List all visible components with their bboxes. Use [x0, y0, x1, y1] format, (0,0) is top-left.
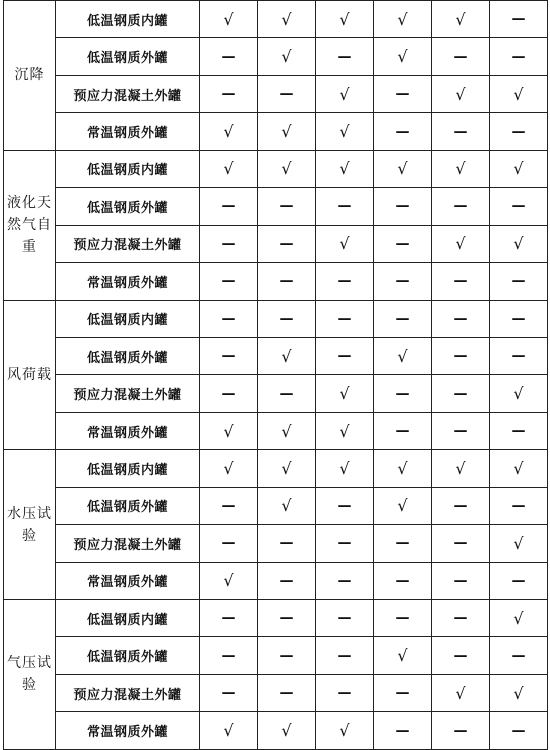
load-combination-table	[3, 0, 548, 750]
check-mark: √	[490, 600, 548, 637]
dash-mark: —	[432, 600, 490, 637]
table-row	[4, 263, 548, 300]
dash-mark: —	[316, 637, 374, 674]
dash-mark: —	[490, 412, 548, 449]
dash-mark: —	[200, 600, 258, 637]
dash-mark: —	[490, 188, 548, 225]
dash-mark: —	[374, 300, 432, 337]
check-mark: √	[316, 1, 374, 38]
group-label: 水压试验	[4, 450, 56, 600]
dash-mark: —	[200, 637, 258, 674]
component-name: 常温钢质外罐	[56, 263, 200, 300]
dash-mark: —	[432, 562, 490, 599]
check-mark: √	[432, 450, 490, 487]
dash-mark: —	[316, 188, 374, 225]
component-name: 预应力混凝土外罐	[56, 75, 200, 112]
component-name: 低温钢质内罐	[56, 1, 200, 38]
dash-mark: —	[432, 637, 490, 674]
dash-mark: —	[316, 525, 374, 562]
dash-mark: —	[374, 263, 432, 300]
dash-mark: —	[316, 337, 374, 374]
component-name: 低温钢质内罐	[56, 600, 200, 637]
dash-mark: —	[490, 712, 548, 749]
dash-mark: —	[490, 113, 548, 150]
dash-mark: —	[490, 263, 548, 300]
group-label: 沉降	[4, 1, 56, 151]
component-name: 常温钢质外罐	[56, 412, 200, 449]
component-name: 预应力混凝土外罐	[56, 674, 200, 711]
check-mark: √	[490, 674, 548, 711]
group-label: 风荷载	[4, 300, 56, 450]
component-name: 常温钢质外罐	[56, 562, 200, 599]
dash-mark: —	[432, 300, 490, 337]
dash-mark: —	[316, 487, 374, 524]
table-row	[4, 600, 548, 637]
dash-mark: —	[374, 562, 432, 599]
table-row	[4, 375, 548, 412]
table-row	[4, 562, 548, 599]
check-mark: √	[374, 38, 432, 75]
group-label: 气压试验	[4, 600, 56, 750]
dash-mark: —	[432, 487, 490, 524]
dash-mark: —	[432, 263, 490, 300]
dash-mark: —	[490, 300, 548, 337]
dash-mark: —	[258, 525, 316, 562]
component-name: 低温钢质内罐	[56, 450, 200, 487]
check-mark: √	[200, 412, 258, 449]
table-row	[4, 712, 548, 749]
check-mark: √	[432, 75, 490, 112]
component-name: 低温钢质外罐	[56, 38, 200, 75]
table-body	[4, 1, 548, 750]
check-mark: √	[490, 75, 548, 112]
dash-mark: —	[200, 375, 258, 412]
check-mark: √	[258, 450, 316, 487]
component-name: 低温钢质外罐	[56, 637, 200, 674]
dash-mark: —	[490, 38, 548, 75]
dash-mark: —	[200, 525, 258, 562]
dash-mark: —	[258, 75, 316, 112]
dash-mark: —	[200, 188, 258, 225]
table-row	[4, 487, 548, 524]
check-mark: √	[258, 337, 316, 374]
check-mark: √	[316, 150, 374, 187]
check-mark: √	[432, 674, 490, 711]
check-mark: √	[374, 1, 432, 38]
dash-mark: —	[258, 300, 316, 337]
dash-mark: —	[258, 263, 316, 300]
dash-mark: —	[316, 562, 374, 599]
dash-mark: —	[490, 562, 548, 599]
dash-mark: —	[258, 375, 316, 412]
dash-mark: —	[374, 674, 432, 711]
dash-mark: —	[432, 38, 490, 75]
dash-mark: —	[200, 75, 258, 112]
check-mark: √	[490, 450, 548, 487]
table-row	[4, 674, 548, 711]
check-mark: √	[432, 150, 490, 187]
component-name: 常温钢质外罐	[56, 712, 200, 749]
table-row	[4, 75, 548, 112]
dash-mark: —	[374, 75, 432, 112]
check-mark: √	[316, 113, 374, 150]
check-mark: √	[374, 487, 432, 524]
dash-mark: —	[316, 300, 374, 337]
table-row	[4, 150, 548, 187]
dash-mark: —	[432, 712, 490, 749]
dash-mark: —	[374, 113, 432, 150]
table-row	[4, 225, 548, 262]
check-mark: √	[316, 412, 374, 449]
dash-mark: —	[258, 674, 316, 711]
check-mark: √	[258, 150, 316, 187]
check-mark: √	[258, 38, 316, 75]
dash-mark: —	[374, 712, 432, 749]
dash-mark: —	[432, 113, 490, 150]
component-name: 常温钢质外罐	[56, 113, 200, 150]
dash-mark: —	[374, 525, 432, 562]
table-row	[4, 450, 548, 487]
dash-mark: —	[490, 1, 548, 38]
dash-mark: —	[200, 300, 258, 337]
dash-mark: —	[490, 487, 548, 524]
dash-mark: —	[200, 225, 258, 262]
check-mark: √	[490, 150, 548, 187]
check-mark: √	[258, 712, 316, 749]
check-mark: √	[200, 113, 258, 150]
dash-mark: —	[490, 637, 548, 674]
check-mark: √	[432, 225, 490, 262]
dash-mark: —	[258, 600, 316, 637]
check-mark: √	[200, 150, 258, 187]
component-name: 低温钢质内罐	[56, 300, 200, 337]
component-name: 低温钢质内罐	[56, 150, 200, 187]
table-row	[4, 188, 548, 225]
dash-mark: —	[258, 637, 316, 674]
dash-mark: —	[200, 263, 258, 300]
check-mark: √	[258, 412, 316, 449]
component-name: 预应力混凝土外罐	[56, 375, 200, 412]
dash-mark: —	[316, 600, 374, 637]
table-row	[4, 337, 548, 374]
check-mark: √	[490, 525, 548, 562]
table-row	[4, 525, 548, 562]
check-mark: √	[316, 450, 374, 487]
dash-mark: —	[432, 375, 490, 412]
dash-mark: —	[374, 225, 432, 262]
table-row	[4, 412, 548, 449]
check-mark: √	[200, 1, 258, 38]
check-mark: √	[258, 113, 316, 150]
dash-mark: —	[432, 337, 490, 374]
dash-mark: —	[316, 38, 374, 75]
dash-mark: —	[258, 225, 316, 262]
dash-mark: —	[200, 487, 258, 524]
check-mark: √	[316, 75, 374, 112]
dash-mark: —	[374, 412, 432, 449]
table-row	[4, 38, 548, 75]
check-mark: √	[258, 487, 316, 524]
check-mark: √	[200, 712, 258, 749]
dash-mark: —	[200, 674, 258, 711]
component-name: 低温钢质外罐	[56, 337, 200, 374]
dash-mark: —	[374, 600, 432, 637]
dash-mark: —	[258, 562, 316, 599]
component-name: 低温钢质外罐	[56, 188, 200, 225]
component-name: 预应力混凝土外罐	[56, 225, 200, 262]
check-mark: √	[316, 225, 374, 262]
check-mark: √	[490, 375, 548, 412]
table-row	[4, 300, 548, 337]
check-mark: √	[374, 637, 432, 674]
check-mark: √	[490, 225, 548, 262]
dash-mark: —	[316, 263, 374, 300]
dash-mark: —	[374, 188, 432, 225]
check-mark: √	[432, 1, 490, 38]
dash-mark: —	[258, 188, 316, 225]
check-mark: √	[316, 712, 374, 749]
dash-mark: —	[490, 337, 548, 374]
dash-mark: —	[432, 525, 490, 562]
table-row	[4, 637, 548, 674]
check-mark: √	[374, 337, 432, 374]
dash-mark: —	[200, 38, 258, 75]
check-mark: √	[258, 1, 316, 38]
component-name: 低温钢质外罐	[56, 487, 200, 524]
dash-mark: —	[200, 337, 258, 374]
dash-mark: —	[432, 412, 490, 449]
dash-mark: —	[432, 188, 490, 225]
dash-mark: —	[374, 375, 432, 412]
dash-mark: —	[316, 674, 374, 711]
component-name: 预应力混凝土外罐	[56, 525, 200, 562]
check-mark: √	[200, 562, 258, 599]
group-label: 液化天然气自重	[4, 150, 56, 300]
table-row	[4, 1, 548, 38]
check-mark: √	[374, 150, 432, 187]
check-mark: √	[316, 375, 374, 412]
check-mark: √	[200, 450, 258, 487]
check-mark: √	[374, 450, 432, 487]
table-row	[4, 113, 548, 150]
